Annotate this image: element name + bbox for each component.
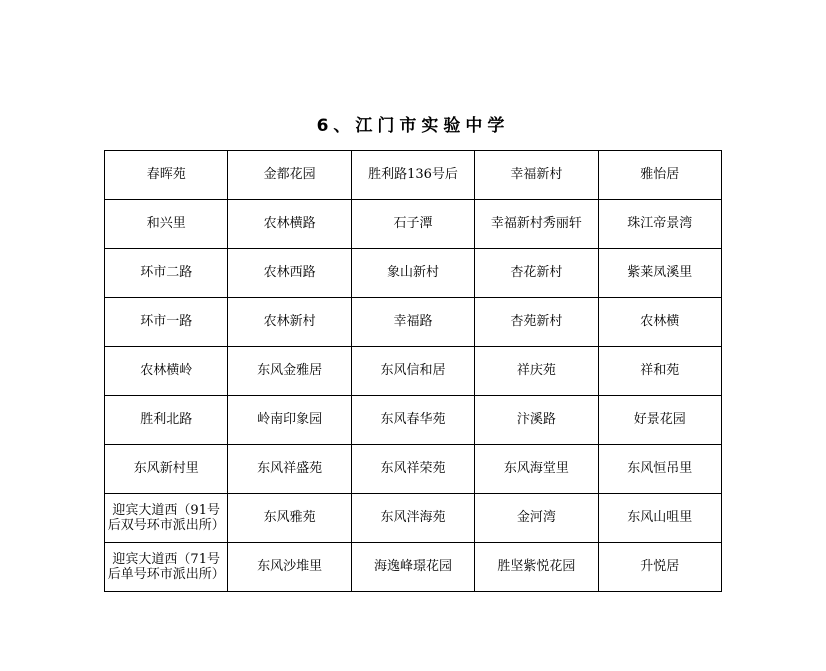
table-cell: 好景花园 bbox=[598, 396, 721, 445]
table-cell: 幸福路 bbox=[351, 298, 474, 347]
table-cell: 迎宾大道西（91号后双号环市派出所） bbox=[105, 494, 228, 543]
table-row bbox=[105, 396, 722, 445]
table-cell: 东风海堂里 bbox=[475, 445, 598, 494]
table-cell: 金都花园 bbox=[228, 151, 351, 200]
table-cell: 祥庆苑 bbox=[475, 347, 598, 396]
table-row bbox=[105, 200, 722, 249]
table-cell: 农林新村 bbox=[228, 298, 351, 347]
table-cell: 祥和苑 bbox=[598, 347, 721, 396]
table-cell: 金河湾 bbox=[475, 494, 598, 543]
table-cell: 紫莱凤溪里 bbox=[598, 249, 721, 298]
page-title: 6、江门市实验中学 bbox=[316, 116, 510, 136]
table-row bbox=[105, 494, 722, 543]
table-cell: 农林横路 bbox=[228, 200, 351, 249]
table-cell: 岭南印象园 bbox=[228, 396, 351, 445]
table-cell: 农林西路 bbox=[228, 249, 351, 298]
table-cell: 象山新村 bbox=[351, 249, 474, 298]
table-row bbox=[105, 249, 722, 298]
table-cell: 东风春华苑 bbox=[351, 396, 474, 445]
table-row bbox=[105, 543, 722, 592]
table-cell: 春晖苑 bbox=[105, 151, 228, 200]
table-cell: 东风恒吊里 bbox=[598, 445, 721, 494]
table-cell: 石子潭 bbox=[351, 200, 474, 249]
table-cell: 东风沙堆里 bbox=[228, 543, 351, 592]
table-cell: 东风信和居 bbox=[351, 347, 474, 396]
table-cell: 和兴里 bbox=[105, 200, 228, 249]
table-cell: 幸福新村秀丽轩 bbox=[475, 200, 598, 249]
table-row bbox=[105, 298, 722, 347]
address-table bbox=[104, 150, 722, 592]
table-cell: 东风山咀里 bbox=[598, 494, 721, 543]
table-cell: 东风新村里 bbox=[105, 445, 228, 494]
table-cell: 杏苑新村 bbox=[475, 298, 598, 347]
table-cell: 东风雅苑 bbox=[228, 494, 351, 543]
table-cell: 胜利北路 bbox=[105, 396, 228, 445]
table-cell: 东风祥盛苑 bbox=[228, 445, 351, 494]
table-cell: 东风祥荣苑 bbox=[351, 445, 474, 494]
table-cell: 珠江帝景湾 bbox=[598, 200, 721, 249]
table-cell: 汴溪路 bbox=[475, 396, 598, 445]
table-cell: 胜坚紫悦花园 bbox=[475, 543, 598, 592]
table-cell: 环市一路 bbox=[105, 298, 228, 347]
table-cell: 海逸峰璟花园 bbox=[351, 543, 474, 592]
table-row bbox=[105, 151, 722, 200]
table-row bbox=[105, 445, 722, 494]
table-cell: 农林横 bbox=[598, 298, 721, 347]
table-cell: 东风金雅居 bbox=[228, 347, 351, 396]
table-cell: 东风泮海苑 bbox=[351, 494, 474, 543]
table-cell: 迎宾大道西（71号后单号环市派出所） bbox=[105, 543, 228, 592]
table-cell: 幸福新村 bbox=[475, 151, 598, 200]
table-row bbox=[105, 347, 722, 396]
table-cell: 胜利路136号后 bbox=[351, 151, 474, 200]
table-cell: 环市二路 bbox=[105, 249, 228, 298]
table-cell: 杏花新村 bbox=[475, 249, 598, 298]
table-cell: 农林横岭 bbox=[105, 347, 228, 396]
table-cell: 升悦居 bbox=[598, 543, 721, 592]
table-cell: 雅怡居 bbox=[598, 151, 721, 200]
